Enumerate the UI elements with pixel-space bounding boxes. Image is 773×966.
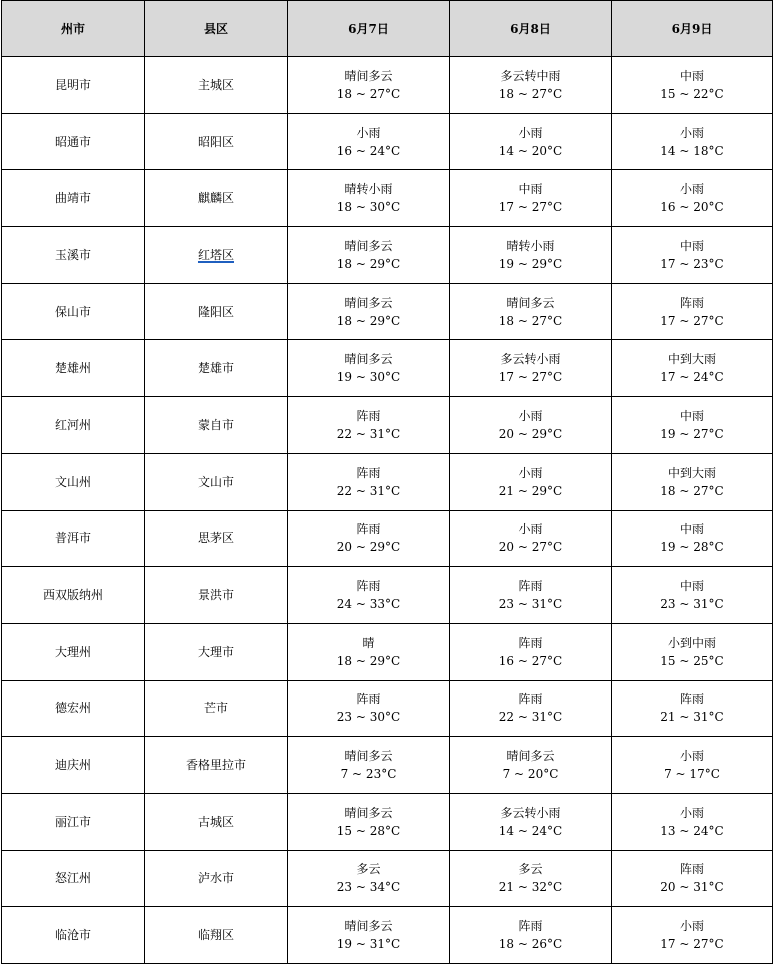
forecast-cell-day1 (288, 283, 450, 340)
table-row (2, 567, 773, 624)
forecast-cell-day1 (288, 850, 450, 907)
district-cell (145, 283, 288, 340)
district-cell (145, 113, 288, 170)
weather-text: 阵雨 (679, 295, 704, 310)
city-cell: 玉溪市 (2, 227, 145, 284)
table-row (2, 793, 773, 850)
forecast-cell-day2 (450, 397, 612, 454)
temperature-range: 21 ~ 29°C (498, 483, 563, 498)
weather-text: 晴间多云 (344, 295, 393, 310)
district-cell (145, 680, 288, 737)
weather-text: 阵雨 (518, 919, 543, 934)
weather-text: 晴间多云 (344, 805, 393, 820)
temperature-range: 17 ~ 27°C (498, 200, 563, 215)
temperature-range: 15 ~ 25°C (660, 653, 724, 668)
weather-text: 晴间多云 (344, 749, 393, 764)
forecast-cell-day1 (288, 907, 450, 964)
table-row (2, 227, 773, 284)
district-label: 思茅区 (197, 531, 234, 546)
city-cell: 迪庆州 (2, 737, 145, 794)
table-row (2, 113, 773, 170)
forecast-cell-day1 (288, 510, 450, 567)
temperature-range: 19 ~ 30°C (336, 370, 401, 385)
temperature-range: 24 ~ 33°C (336, 597, 401, 612)
weather-text: 小雨 (679, 919, 704, 934)
temperature-range: 18 ~ 29°C (336, 653, 401, 668)
forecast-cell-day1 (288, 623, 450, 680)
district-label: 麒麟区 (197, 191, 234, 206)
forecast-cell-day1 (288, 57, 450, 114)
temperature-range: 18 ~ 29°C (336, 256, 401, 271)
table-row (2, 170, 773, 227)
weather-text: 晴间多云 (344, 238, 393, 253)
district-label: 香格里拉市 (185, 758, 246, 773)
forecast-cell-day2 (450, 453, 612, 510)
district-label: 隆阳区 (197, 304, 234, 319)
weather-text: 中雨 (518, 182, 543, 197)
forecast-cell-day1 (288, 227, 450, 284)
forecast-cell-day3 (612, 283, 773, 340)
city-cell: 临沧市 (2, 907, 145, 964)
city-cell: 红河州 (2, 397, 145, 454)
forecast-cell-day3 (612, 57, 773, 114)
district-cell (145, 227, 288, 284)
header-day1: 6月7日 (288, 1, 450, 57)
district-label: 红塔区 (197, 247, 234, 262)
temperature-range: 18 ~ 26°C (498, 937, 563, 952)
forecast-cell-day3 (612, 793, 773, 850)
forecast-cell-day1 (288, 340, 450, 397)
table-row (2, 283, 773, 340)
weather-text: 阵雨 (679, 862, 704, 877)
weather-text: 晴转小雨 (344, 182, 393, 197)
weather-text: 多云 (356, 862, 381, 877)
city-cell: 楚雄州 (2, 340, 145, 397)
district-label: 蒙自市 (197, 417, 234, 432)
weather-text: 小雨 (679, 749, 704, 764)
weather-text: 中雨 (679, 238, 704, 253)
table-body (2, 57, 773, 964)
weather-text: 晴间多云 (506, 295, 555, 310)
forecast-cell-day1 (288, 170, 450, 227)
city-cell: 西双版纳州 (2, 567, 145, 624)
temperature-range: 14 ~ 20°C (498, 143, 563, 158)
weather-text: 晴 (362, 635, 375, 650)
forecast-cell-day3 (612, 850, 773, 907)
district-cell (145, 793, 288, 850)
district-cell (145, 623, 288, 680)
city-cell: 昭通市 (2, 113, 145, 170)
district-label: 主城区 (197, 77, 234, 92)
weather-text: 阵雨 (679, 692, 704, 707)
temperature-range: 18 ~ 27°C (336, 86, 401, 101)
forecast-cell-day2 (450, 907, 612, 964)
weather-text: 阵雨 (356, 692, 381, 707)
weather-text: 晴间多云 (344, 352, 393, 367)
weather-text: 多云转小雨 (500, 352, 561, 367)
district-cell (145, 907, 288, 964)
forecast-cell-day2 (450, 113, 612, 170)
city-cell: 大理州 (2, 623, 145, 680)
district-label: 文山市 (197, 474, 234, 489)
forecast-cell-day1 (288, 793, 450, 850)
weather-text: 小雨 (518, 522, 543, 537)
temperature-range: 18 ~ 27°C (660, 483, 724, 498)
temperature-range: 18 ~ 29°C (336, 313, 401, 328)
forecast-table (1, 0, 773, 964)
forecast-cell-day2 (450, 170, 612, 227)
weather-text: 多云转中雨 (500, 68, 561, 83)
forecast-cell-day3 (612, 113, 773, 170)
temperature-range: 19 ~ 28°C (660, 540, 724, 555)
temperature-range: 23 ~ 31°C (660, 597, 724, 612)
weather-text: 小雨 (679, 182, 704, 197)
forecast-cell-day2 (450, 57, 612, 114)
forecast-cell-day3 (612, 737, 773, 794)
weather-text: 小雨 (518, 465, 543, 480)
weather-text: 多云 (518, 862, 543, 877)
forecast-cell-day2 (450, 340, 612, 397)
table-row (2, 623, 773, 680)
weather-text: 小雨 (679, 805, 704, 820)
table-row (2, 57, 773, 114)
forecast-cell-day3 (612, 453, 773, 510)
temperature-range: 15 ~ 22°C (660, 86, 724, 101)
weather-text: 中雨 (679, 522, 704, 537)
weather-text: 中雨 (679, 68, 704, 83)
weather-text: 中雨 (679, 579, 704, 594)
city-cell: 怒江州 (2, 850, 145, 907)
district-label: 芒市 (203, 701, 228, 716)
forecast-cell-day3 (612, 340, 773, 397)
city-cell: 普洱市 (2, 510, 145, 567)
weather-text: 晴间多云 (344, 919, 393, 934)
temperature-range: 16 ~ 20°C (660, 200, 724, 215)
city-cell: 文山州 (2, 453, 145, 510)
district-cell (145, 567, 288, 624)
weather-text: 多云转小雨 (500, 805, 561, 820)
temperature-range: 14 ~ 24°C (498, 823, 563, 838)
table-row (2, 453, 773, 510)
temperature-range: 18 ~ 27°C (498, 313, 563, 328)
weather-text: 中雨 (679, 408, 704, 423)
forecast-cell-day1 (288, 453, 450, 510)
temperature-range: 20 ~ 27°C (498, 540, 563, 555)
forecast-cell-day2 (450, 680, 612, 737)
temperature-range: 7 ~ 23°C (340, 767, 397, 782)
district-cell (145, 737, 288, 794)
temperature-range: 23 ~ 34°C (336, 880, 401, 895)
temperature-range: 23 ~ 30°C (336, 710, 401, 725)
temperature-range: 17 ~ 23°C (660, 256, 724, 271)
forecast-cell-day1 (288, 567, 450, 624)
weather-text: 晴间多云 (506, 749, 555, 764)
district-cell (145, 453, 288, 510)
temperature-range: 21 ~ 32°C (498, 880, 563, 895)
weather-text: 小雨 (356, 125, 381, 140)
district-label: 泸水市 (197, 871, 234, 886)
district-label: 临翔区 (197, 928, 234, 943)
weather-text: 小雨 (518, 408, 543, 423)
temperature-range: 17 ~ 27°C (660, 937, 724, 952)
temperature-range: 18 ~ 27°C (498, 86, 563, 101)
temperature-range: 13 ~ 24°C (660, 823, 724, 838)
temperature-range: 18 ~ 30°C (336, 200, 401, 215)
temperature-range: 19 ~ 31°C (336, 937, 401, 952)
forecast-cell-day2 (450, 567, 612, 624)
forecast-cell-day2 (450, 850, 612, 907)
forecast-cell-day2 (450, 227, 612, 284)
temperature-range: 23 ~ 31°C (498, 597, 563, 612)
temperature-range: 19 ~ 27°C (660, 426, 724, 441)
forecast-cell-day1 (288, 397, 450, 454)
district-label: 大理市 (197, 644, 234, 659)
forecast-cell-day1 (288, 113, 450, 170)
table-row (2, 510, 773, 567)
temperature-range: 20 ~ 31°C (660, 880, 724, 895)
weather-text: 中到大雨 (667, 352, 716, 367)
temperature-range: 17 ~ 24°C (660, 370, 724, 385)
table-row (2, 737, 773, 794)
table-row (2, 340, 773, 397)
weather-text: 阵雨 (518, 579, 543, 594)
weather-text: 小雨 (679, 125, 704, 140)
table-row (2, 680, 773, 737)
header-row (2, 1, 773, 57)
table-row (2, 907, 773, 964)
weather-text: 小到中雨 (667, 635, 716, 650)
district-cell (145, 170, 288, 227)
table-row (2, 850, 773, 907)
header-day3: 6月9日 (612, 1, 773, 57)
temperature-range: 7 ~ 17°C (664, 767, 720, 782)
weather-text: 阵雨 (356, 579, 381, 594)
forecast-cell-day3 (612, 567, 773, 624)
temperature-range: 19 ~ 29°C (498, 256, 563, 271)
temperature-range: 14 ~ 18°C (660, 143, 724, 158)
temperature-range: 16 ~ 24°C (336, 143, 401, 158)
district-cell (145, 397, 288, 454)
header-district: 县区 (145, 1, 288, 57)
city-cell: 保山市 (2, 283, 145, 340)
table-header (2, 1, 773, 57)
temperature-range: 15 ~ 28°C (336, 823, 401, 838)
city-cell: 曲靖市 (2, 170, 145, 227)
temperature-range: 22 ~ 31°C (336, 483, 401, 498)
forecast-cell-day3 (612, 510, 773, 567)
forecast-cell-day3 (612, 623, 773, 680)
temperature-range: 21 ~ 31°C (660, 710, 724, 725)
district-cell (145, 57, 288, 114)
weather-text: 晴转小雨 (506, 238, 555, 253)
district-label: 景洪市 (197, 588, 234, 603)
forecast-cell-day2 (450, 793, 612, 850)
weather-text: 阵雨 (356, 465, 381, 480)
district-label: 楚雄市 (197, 361, 234, 376)
temperature-range: 17 ~ 27°C (498, 370, 563, 385)
weather-text: 阵雨 (356, 522, 381, 537)
weather-text: 中到大雨 (667, 465, 716, 480)
weather-text: 晴间多云 (344, 68, 393, 83)
weather-text: 小雨 (518, 125, 543, 140)
header-city: 州市 (2, 1, 145, 57)
forecast-cell-day3 (612, 170, 773, 227)
temperature-range: 16 ~ 27°C (498, 653, 563, 668)
city-cell: 昆明市 (2, 57, 145, 114)
table-row (2, 397, 773, 454)
forecast-cell-day2 (450, 510, 612, 567)
district-label: 古城区 (197, 814, 234, 829)
forecast-cell-day3 (612, 680, 773, 737)
district-cell (145, 850, 288, 907)
district-cell (145, 510, 288, 567)
forecast-cell-day2 (450, 623, 612, 680)
temperature-range: 22 ~ 31°C (498, 710, 563, 725)
city-cell: 丽江市 (2, 793, 145, 850)
temperature-range: 20 ~ 29°C (336, 540, 401, 555)
forecast-cell-day1 (288, 737, 450, 794)
header-day2: 6月8日 (450, 1, 612, 57)
forecast-cell-day3 (612, 907, 773, 964)
city-cell: 德宏州 (2, 680, 145, 737)
weather-text: 阵雨 (356, 408, 381, 423)
temperature-range: 7 ~ 20°C (502, 767, 559, 782)
weather-text: 阵雨 (518, 635, 543, 650)
temperature-range: 17 ~ 27°C (660, 313, 724, 328)
temperature-range: 22 ~ 31°C (336, 426, 401, 441)
weather-text: 阵雨 (518, 692, 543, 707)
temperature-range: 20 ~ 29°C (498, 426, 563, 441)
forecast-cell-day3 (612, 397, 773, 454)
forecast-cell-day3 (612, 227, 773, 284)
district-cell (145, 340, 288, 397)
forecast-cell-day1 (288, 680, 450, 737)
forecast-cell-day2 (450, 737, 612, 794)
district-label: 昭阳区 (197, 134, 234, 149)
forecast-cell-day2 (450, 283, 612, 340)
